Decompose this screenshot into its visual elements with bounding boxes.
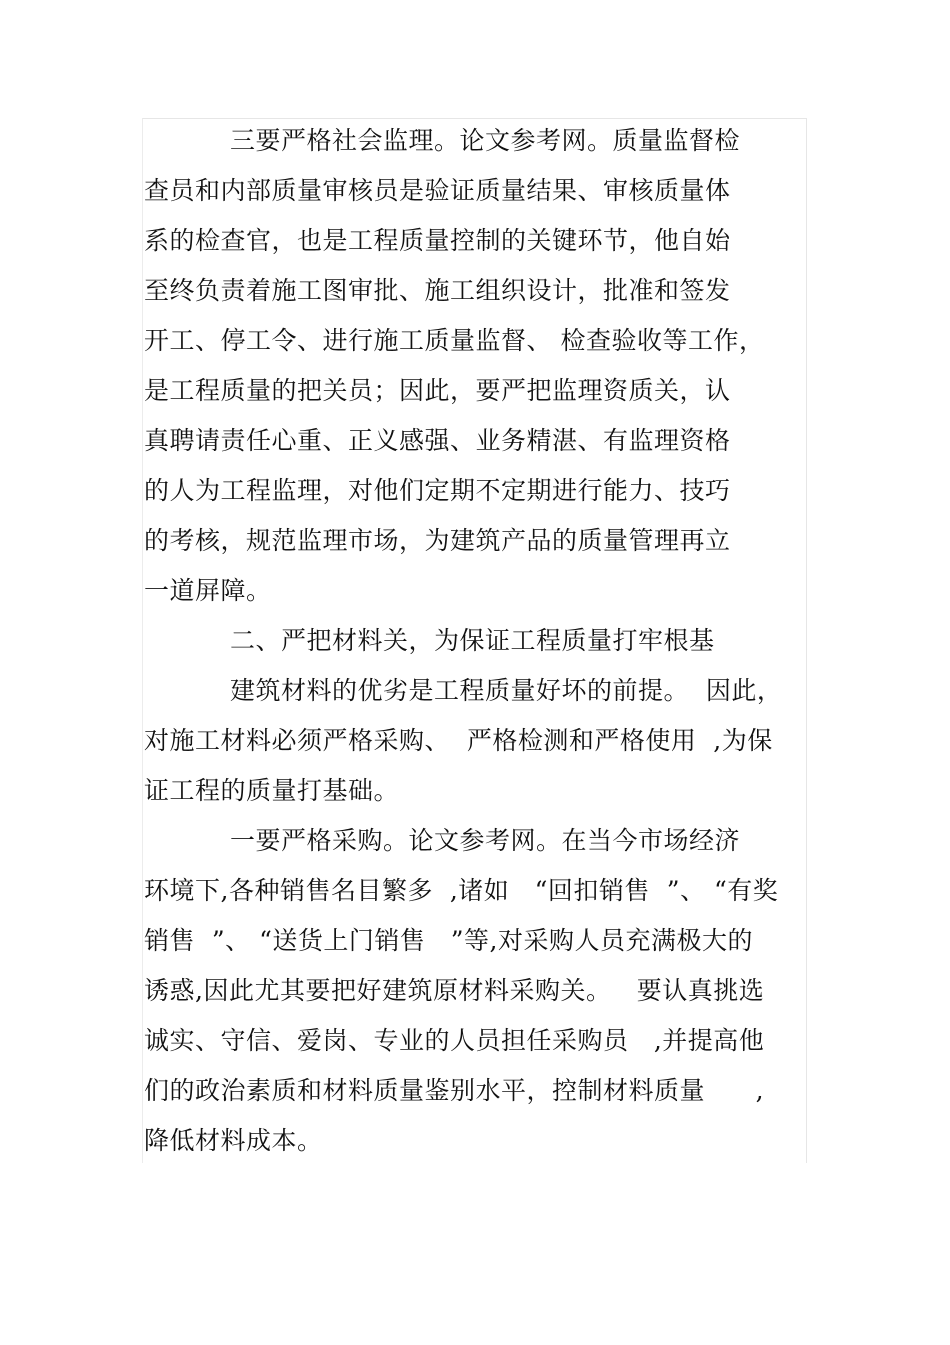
paragraph-line: 系的检查官，也是工程质量控制的关键环节，他自始 — [144, 226, 731, 255]
paragraph-line: 的考核，规范监理市场，为建筑产品的质量管理再立 — [144, 526, 731, 555]
paragraph-line: 销售 ”、 “送货上门销售 ”等,对采购人员充满极大的 — [144, 926, 753, 955]
paragraph-line: 一道屏障。 — [144, 576, 272, 605]
paragraph-line: 环境下,各种销售名目繁多 ,诸如 “回扣销售 ”、 “有奖 — [144, 876, 779, 905]
paragraph-line: 至终负责着施工图审批、施工组织设计，批准和签发 — [144, 276, 731, 305]
paragraph-line: 诱惑,因此尤其要把好建筑原材料采购关。 要认真挑选 — [144, 976, 765, 1005]
paragraph-line: 三要严格社会监理。论文参考网。质量监督检 — [230, 126, 741, 155]
paragraph-line: 的人为工程监理，对他们定期不定期进行能力、技巧 — [144, 476, 731, 505]
paragraph-line: 开工、停工令、进行施工质量监督、 检查验收等工作， — [144, 326, 765, 355]
section-heading: 二、严把材料关，为保证工程质量打牢根基 — [230, 626, 715, 655]
paragraph-line: 对施工材料必须严格采购、 严格检测和严格使用 ,为保 — [144, 726, 773, 755]
paragraph-line: 一要严格采购。论文参考网。在当今市场经济 — [230, 826, 741, 855]
paragraph-line: 查员和内部质量审核员是验证质量结果、审核质量体 — [144, 176, 731, 205]
paragraph-line: 证工程的质量打基础。 — [144, 776, 400, 805]
paragraph-line: 诚实、守信、爱岗、专业的人员担任采购员 ,并提高他 — [144, 1026, 765, 1055]
paragraph-line: 们的政治素质和材料质量鉴别水平，控制材料质量 , — [144, 1076, 765, 1105]
paragraph-line: 是工程质量的把关员；因此，要严把监理资质关，认 — [144, 376, 731, 405]
paragraph-line: 真聘请责任心重、正义感强、业务精湛、有监理资格 — [144, 426, 731, 455]
paragraph-line: 建筑材料的优劣是工程质量好坏的前提。 因此， — [230, 676, 783, 705]
paragraph-line: 降低材料成本。 — [144, 1126, 323, 1155]
